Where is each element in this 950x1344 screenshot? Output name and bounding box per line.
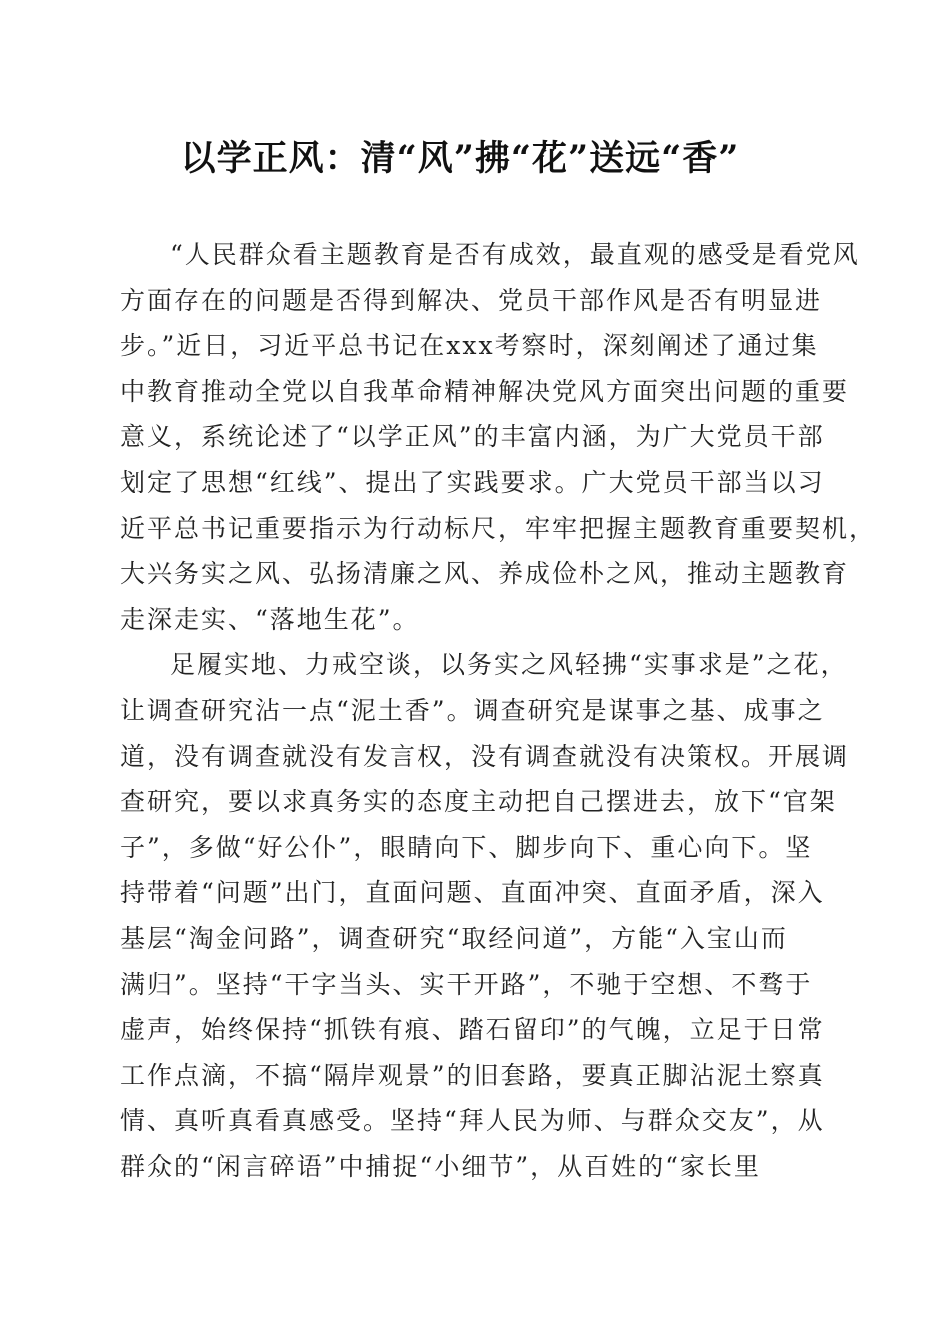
text-line: 子”，多做“好公仆”，眼睛向下、脚步向下、重心向下。坚	[120, 832, 813, 862]
text-line: 满归”。坚持“干字当头、实干开路”，不驰于空想、不骛于	[120, 969, 813, 999]
text-line: 查研究，要以求真务实的态度主动把自己摆进去，放下“官架	[120, 787, 837, 817]
text-line: 划定了思想“红线”、提出了实践要求。广大党员干部当以习	[120, 467, 825, 497]
document-title: 以学正风：清“风”拂“花”送远“香”	[180, 138, 740, 179]
text-line: 道，没有调查就没有发言权，没有调查就没有决策权。开展调	[120, 741, 850, 771]
text-line: 持带着“问题”出门，直面问题、直面冲突、直面矛盾，深入	[120, 878, 825, 908]
text-line: 工作点滴，不搞“隔岸观景”的旧套路，要真正脚沾泥土察真	[120, 1060, 825, 1090]
paragraph-2	[120, 642, 850, 1189]
paragraph-1	[120, 232, 877, 642]
text-line: 方面存在的问题是否得到解决、党员干部作风是否有明显进	[120, 285, 823, 315]
text-line: 情、真听真看真感受。坚持“拜人民为师、与群众交友”，从	[120, 1106, 825, 1136]
text-line: 足履实地、力戒空谈，以务实之风轻拂“实事求是”之花，	[170, 650, 848, 680]
text-line: 走深走实、“落地生花”。	[120, 604, 420, 634]
text-line: 基层“淘金问路”，调查研究“取经问道”，方能“入宝山而	[120, 923, 788, 953]
text-line: 大兴务实之风、弘扬清廉之风、养成俭朴之风，推动主题教育	[120, 559, 850, 589]
text-line: 虚声，始终保持“抓铁有痕、踏石留印”的气魄，立足于日常	[120, 1015, 825, 1045]
text-line: 近平总书记重要指示为行动标尺，牢牢把握主题教育重要契机，	[120, 513, 877, 543]
text-line: “人民群众看主题教育是否有成效，最直观的感受是看党风	[170, 240, 860, 269]
document-body	[120, 232, 877, 1189]
text-line: 意义，系统论述了“以学正风”的丰富内涵，为广大党员干部	[120, 422, 825, 452]
text-line: 中教育推动全党以自我革命精神解决党风方面突出问题的重要	[120, 376, 850, 406]
text-line: 让调查研究沾一点“泥土香”。调查研究是谋事之基、成事之	[120, 695, 825, 725]
text-line: 群众的“闲言碎语”中捕捉“小细节”，从百姓的“家长里	[120, 1151, 761, 1181]
text-line: 步。”近日，习近平总书记在xxx考察时，深刻阐述了通过集	[120, 331, 819, 361]
